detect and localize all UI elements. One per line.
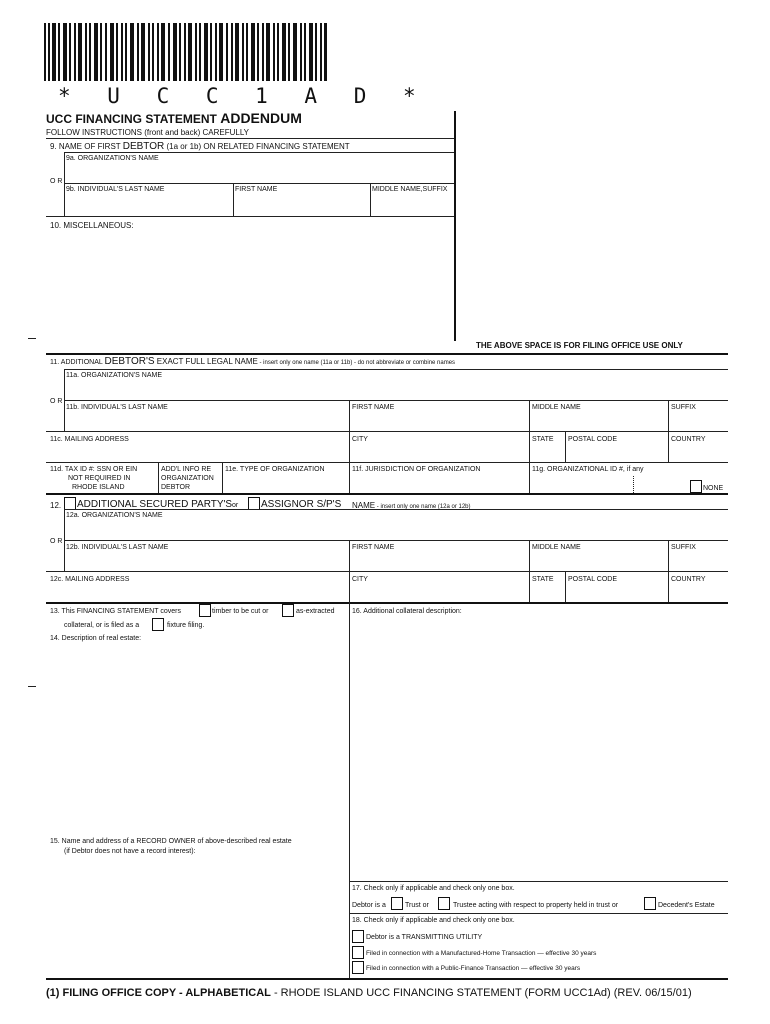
country-12[interactable]: COUNTRY (671, 576, 706, 583)
name-12-label: NAME - insert only one name (12a or 12b) (352, 501, 471, 510)
jurisdiction-11f[interactable]: 11f. JURISDICTION OF ORGANIZATION (352, 466, 481, 473)
trust-label: Trust or (405, 902, 429, 909)
instructions: FOLLOW INSTRUCTIONS (front and back) CAREFULLY (46, 128, 250, 137)
trustee-checkbox[interactable] (438, 897, 450, 910)
org-name-12a[interactable]: 12a. ORGANIZATION'S NAME (66, 512, 163, 519)
utility-checkbox[interactable] (352, 930, 364, 943)
postal-11[interactable]: POSTAL CODE (568, 436, 618, 443)
or-label-11: O R (50, 398, 63, 405)
section-15-line1[interactable]: 15. Name and address of a RECORD OWNER of above-described real estate (50, 838, 292, 845)
section-9-label: 9. NAME OF FIRST DEBTOR (1a or 1b) ON RELATED FINANCING STATEMENT (50, 141, 350, 152)
or-word-12: or (232, 502, 239, 509)
middle-name-9[interactable]: MIDDLE NAME,SUFFIX (372, 186, 448, 193)
last-name-12b[interactable]: 12b. INDIVIDUAL'S LAST NAME (66, 544, 169, 551)
assignor-sp-label: ASSIGNOR S/P'S (261, 499, 342, 510)
debtor-is-label: Debtor is a (352, 902, 386, 909)
city-12[interactable]: CITY (352, 576, 368, 583)
barcode (44, 23, 327, 81)
section-11-label: 11. ADDITIONAL DEBTOR'S EXACT FULL LEGAL NAME - insert only one name (11a or 11b) - do not abbreviate or combine names (50, 356, 456, 367)
last-name-9b[interactable]: 9b. INDIVIDUAL'S LAST NAME (66, 186, 165, 193)
first-name-12[interactable]: FIRST NAME (352, 544, 395, 551)
manufactured-home-checkbox[interactable] (352, 946, 364, 959)
state-11[interactable]: STATE (532, 436, 554, 443)
postal-12[interactable]: POSTAL CODE (568, 576, 618, 583)
first-name-9[interactable]: FIRST NAME (235, 186, 278, 193)
middle-name-12[interactable]: MIDDLE NAME (532, 544, 581, 551)
section-12-num: 12. (50, 501, 62, 510)
section-13-line2: collateral, or is filed as a (64, 622, 140, 629)
country-11[interactable]: COUNTRY (671, 436, 706, 443)
org-id-11g[interactable]: 11g. ORGANIZATIONAL ID #, if any (532, 466, 644, 473)
none-checkbox[interactable] (690, 480, 702, 493)
org-name-11a[interactable]: 11a. ORGANIZATION'S NAME (66, 372, 162, 379)
section-15-line2: (if Debtor does not have a record interest): (64, 848, 196, 855)
timber-label: timber to be cut or (212, 608, 269, 615)
last-name-11b[interactable]: 11b. INDIVIDUAL'S LAST NAME (66, 404, 168, 411)
or-label-12: O R (50, 538, 63, 545)
public-finance-checkbox[interactable] (352, 961, 364, 974)
section-17-label: 17. Check only if applicable and check only one box. (352, 885, 515, 892)
as-extracted-label: as-extracted (296, 608, 335, 615)
state-12[interactable]: STATE (532, 576, 554, 583)
fixture-filing-checkbox[interactable] (152, 618, 164, 631)
city-11[interactable]: CITY (352, 436, 368, 443)
org-name-9a[interactable]: 9a. ORGANIZATION'S NAME (66, 155, 159, 162)
barcode-text: * U C C 1 A D * (58, 84, 428, 108)
decedent-label: Decedent's Estate (658, 902, 715, 909)
footer-copy-line: (1) FILING OFFICE COPY - ALPHABETICAL - RHODE ISLAND UCC FINANCING STATEMENT (FORM UCC1Ad) (REV. 06/15/01) (46, 987, 692, 999)
section-18-label: 18. Check only if applicable and check only one box. (352, 917, 515, 924)
section-13-line1: 13. This FINANCING STATEMENT covers (50, 608, 181, 615)
fixture-label: fixture filing. (167, 622, 205, 629)
utility-label: Debtor is a TRANSMITTING UTILITY (366, 934, 483, 941)
additional-sp-label: ADDITIONAL SECURED PARTY'S (77, 499, 233, 510)
block-divider (454, 111, 456, 341)
trust-checkbox[interactable] (391, 897, 403, 910)
form-title: UCC FINANCING STATEMENT ADDENDUM (46, 110, 302, 126)
org-type-11e[interactable]: 11e. TYPE OF ORGANIZATION (225, 466, 325, 473)
timber-checkbox[interactable] (199, 604, 211, 617)
mailing-address-12c[interactable]: 12c. MAILING ADDRESS (50, 576, 130, 583)
misc-label[interactable]: 10. MISCELLANEOUS: (50, 221, 134, 230)
none-label: NONE (703, 485, 724, 492)
section-14-label[interactable]: 14. Description of real estate: (50, 635, 142, 642)
mailing-address-11c[interactable]: 11c. MAILING ADDRESS (50, 436, 129, 443)
as-extracted-checkbox[interactable] (282, 604, 294, 617)
suffix-12[interactable]: SUFFIX (671, 544, 696, 551)
filing-office-note: THE ABOVE SPACE IS FOR FILING OFFICE USE ONLY (476, 341, 683, 350)
or-label-9: O R (50, 178, 63, 185)
manufactured-home-label: Filed in connection with a Manufactured-Home Transaction — effective 30 years (366, 950, 597, 957)
trustee-label: Trustee acting with respect to property held in trust or (453, 902, 619, 909)
section-16-label[interactable]: 16. Additional collateral description: (352, 608, 462, 615)
middle-name-11[interactable]: MIDDLE NAME (532, 404, 581, 411)
decedent-checkbox[interactable] (644, 897, 656, 910)
public-finance-label: Filed in connection with a Public-Finance Transaction — effective 30 years (366, 965, 581, 972)
first-name-11[interactable]: FIRST NAME (352, 404, 395, 411)
suffix-11[interactable]: SUFFIX (671, 404, 696, 411)
